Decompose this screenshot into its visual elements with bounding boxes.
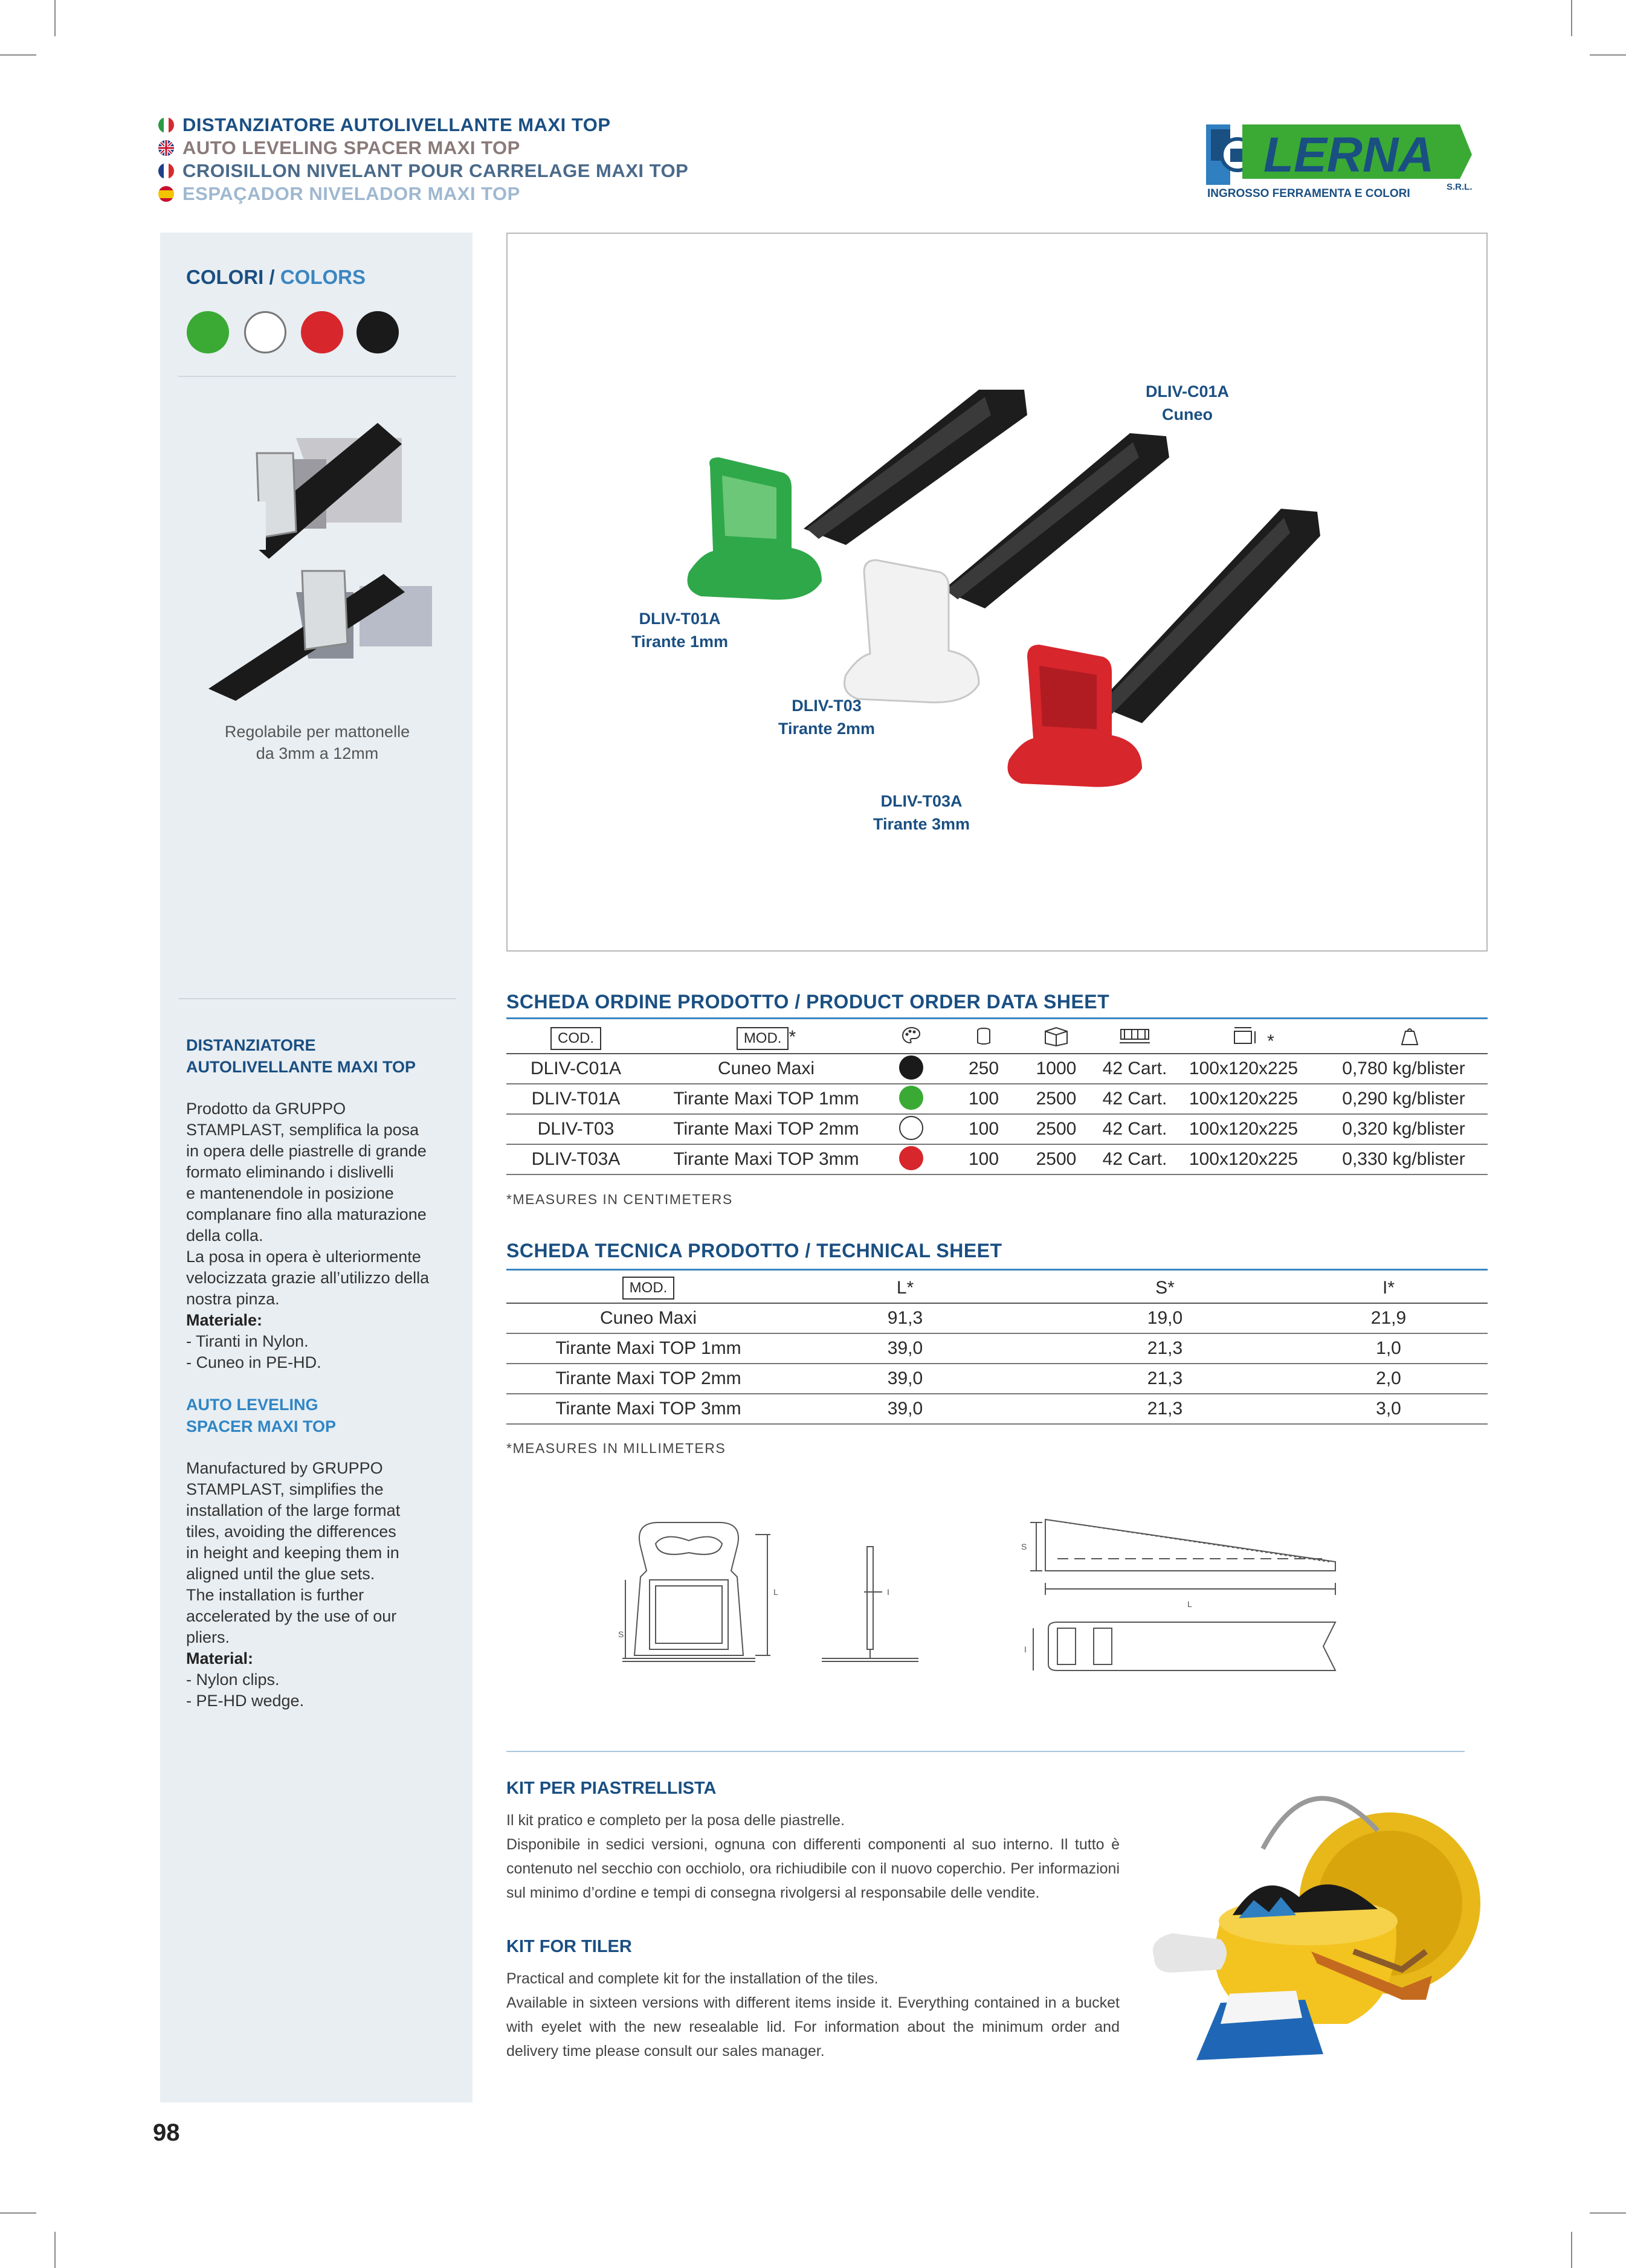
tech-header-i: I* — [1382, 1278, 1395, 1298]
en-desc-line: installation of the large format — [186, 1501, 401, 1519]
tech-sheet-note: *MEASURES IN MILLIMETERS — [506, 1440, 726, 1456]
colors-label-it: COLORI / — [186, 266, 275, 288]
order-cell-mod: Cuneo Maxi — [717, 1058, 815, 1078]
order-cell-blister-qty: 250 — [968, 1058, 999, 1078]
en-material-line: - Nylon clips. — [186, 1670, 280, 1689]
drawing-label-s: S — [618, 1629, 624, 1639]
drawing-label-l: L — [1187, 1599, 1192, 1609]
drawing-label-l: L — [773, 1587, 778, 1597]
callout-code: DLIV-C01A — [1145, 382, 1230, 401]
sidebar-en-heading-2: SPACER MAXI TOP — [186, 1417, 337, 1435]
kit-en-title: KIT FOR TILER — [506, 1937, 632, 1956]
color-swatch-red — [301, 311, 343, 353]
en-desc-line: accelerated by the use of our — [186, 1607, 397, 1625]
pallet-icon — [1114, 1026, 1156, 1051]
order-cell-carton-qty: 2500 — [1036, 1119, 1077, 1139]
sidebar-en-heading-1: AUTO LEVELING — [186, 1396, 318, 1414]
header-mod-asterisk: * — [789, 1027, 796, 1047]
it-desc-line: e mantenendole in posizione — [186, 1184, 394, 1202]
carton-icon — [1038, 1025, 1074, 1052]
tech-cell-i: 21,9 — [1370, 1308, 1407, 1328]
order-cell-color — [896, 1053, 926, 1084]
en-material-line: - PE-HD wedge. — [186, 1692, 305, 1710]
order-cell-cod: DLIV-T03 — [537, 1119, 615, 1139]
order-cell-weight: 0,780 kg/blister — [1342, 1058, 1465, 1078]
tech-cell-i: 3,0 — [1376, 1399, 1401, 1419]
sidebar-divider — [178, 998, 456, 999]
logo-tagline: INGROSSO FERRAMENTA E COLORI — [1207, 187, 1410, 197]
order-cell-dimensions: 100x120x225 — [1189, 1119, 1299, 1139]
callout-code: DLIV-T03A — [880, 792, 963, 810]
en-desc-line: Manufactured by GRUPPO — [186, 1459, 383, 1477]
tech-cell-s: 21,3 — [1147, 1368, 1183, 1388]
color-dot — [899, 1086, 923, 1110]
it-desc-line: formato eliminando i dislivelli — [186, 1163, 394, 1181]
crop-mark — [54, 2232, 56, 2268]
order-cell-dimensions: 100x120x225 — [1189, 1058, 1299, 1078]
tech-header-l: L* — [896, 1278, 914, 1298]
tech-header-mod: MOD. — [622, 1277, 675, 1300]
it-desc-line: La posa in opera è ulteriormente — [186, 1248, 421, 1266]
crop-mark — [1571, 2232, 1572, 2268]
en-desc-line: tiles, avoiding the differences — [186, 1522, 396, 1541]
italy-flag-icon — [158, 117, 174, 133]
order-cell-mod: Tirante Maxi TOP 3mm — [673, 1149, 859, 1169]
drawing-label-i: I — [1024, 1645, 1027, 1654]
callout-t03a — [846, 790, 997, 836]
tech-table-row — [506, 1304, 1488, 1334]
callout-name: Tirante 3mm — [873, 815, 970, 833]
adjustable-line-1: Regolabile per mattonelle — [224, 723, 410, 741]
order-sheet-title: SCHEDA ORDINE PRODOTTO / PRODUCT ORDER DATA SHEET — [506, 991, 1110, 1013]
crop-mark — [0, 2212, 36, 2214]
tech-header-s: S* — [1155, 1278, 1175, 1298]
order-cell-cod: DLIV-T03A — [531, 1149, 621, 1169]
adjustable-note — [181, 721, 453, 764]
color-swatch-green — [187, 311, 229, 353]
header-dim-asterisk: * — [1267, 1031, 1274, 1051]
tech-table-row — [506, 1394, 1488, 1425]
it-material-label: Materiale: — [186, 1311, 263, 1329]
colors-heading — [186, 266, 366, 289]
it-desc-line: in opera delle piastrelle di grande — [186, 1142, 427, 1160]
callout-name: Tirante 1mm — [631, 633, 729, 651]
kit-rule — [506, 1751, 1465, 1752]
technical-drawings — [598, 1504, 1353, 1686]
callout-c01a — [1112, 380, 1263, 426]
title-it-text: DISTANZIATORE AUTOLIVELLANTE MAXI TOP — [182, 114, 611, 135]
order-cell-blister-qty: 100 — [968, 1119, 999, 1139]
tech-cell-mod: Tirante Maxi TOP 2mm — [555, 1368, 741, 1388]
callout-t01a — [604, 607, 755, 653]
tech-sheet-title: SCHEDA TECNICA PRODOTTO / TECHNICAL SHEET — [506, 1240, 1002, 1261]
order-sheet-note: *MEASURES IN CENTIMETERS — [506, 1191, 733, 1207]
tech-cell-l: 39,0 — [887, 1338, 923, 1358]
title-french — [158, 159, 688, 182]
order-cell-mod: Tirante Maxi TOP 2mm — [673, 1119, 859, 1139]
order-cell-color — [896, 1144, 926, 1175]
order-cell-cod: DLIV-C01A — [530, 1058, 622, 1078]
sidebar-it-description — [186, 1098, 458, 1373]
order-table-row — [506, 1115, 1488, 1145]
it-desc-line: velocizzata grazie all’utilizzo della — [186, 1269, 430, 1287]
title-block — [158, 114, 688, 205]
logo-wordmark: LERNA — [1263, 127, 1434, 182]
order-table-row — [506, 1084, 1488, 1115]
drawing-label-i: I — [887, 1587, 889, 1597]
crop-mark — [0, 54, 36, 56]
callout-code: DLIV-T03 — [792, 697, 862, 715]
order-sheet-rule — [506, 1017, 1488, 1019]
order-table-header — [506, 1024, 1488, 1054]
sidebar-it-heading-1: DISTANZIATORE — [186, 1036, 316, 1054]
order-cell-carton-qty: 1000 — [1036, 1058, 1077, 1078]
adjustable-line-2: da 3mm a 12mm — [256, 744, 379, 762]
order-cell-color — [896, 1083, 926, 1115]
title-fr-text: CROISILLON NIVELANT POUR CARRELAGE MAXI TOP — [182, 160, 689, 181]
it-desc-line: Prodotto da GRUPPO — [186, 1100, 346, 1118]
tiler-kit-photo — [1148, 1770, 1486, 2084]
tech-table-header — [506, 1274, 1488, 1304]
header-cod: COD. — [550, 1027, 601, 1050]
color-dot — [899, 1055, 923, 1080]
it-desc-line: complanare fino alla maturazione — [186, 1205, 427, 1223]
kit-en-text — [506, 1967, 1120, 2063]
colors-label-en: COLORS — [280, 266, 366, 288]
product-photo-frame — [506, 233, 1488, 952]
kit-en-p1: Practical and complete kit for the installation of the tiles. — [506, 1970, 879, 1987]
tech-cell-s: 21,3 — [1147, 1338, 1183, 1358]
sidebar-divider — [178, 376, 456, 377]
sidebar-en-heading — [186, 1394, 336, 1437]
color-swatch-black — [356, 311, 399, 353]
tech-table-row — [506, 1334, 1488, 1364]
kit-it-text — [506, 1808, 1120, 1905]
tech-cell-i: 1,0 — [1376, 1338, 1401, 1358]
order-cell-weight: 0,290 kg/blister — [1342, 1089, 1465, 1109]
tech-cell-mod: Cuneo Maxi — [599, 1308, 697, 1328]
page-number: 98 — [153, 2119, 180, 2146]
order-table-row — [506, 1145, 1488, 1175]
title-spanish — [158, 182, 688, 205]
color-dot — [899, 1116, 923, 1140]
title-es-text: ESPAÇADOR NIVELADOR MAXI TOP — [182, 183, 520, 204]
en-desc-line: in height and keeping them in — [186, 1544, 399, 1562]
logo-srl: S.R.L. — [1447, 182, 1473, 192]
color-dot — [899, 1146, 923, 1170]
title-english — [158, 137, 688, 159]
en-desc-line: aligned until the glue sets. — [186, 1565, 375, 1583]
spain-flag-icon — [158, 186, 174, 202]
tech-cell-s: 19,0 — [1147, 1308, 1183, 1328]
crop-mark — [1590, 2212, 1626, 2214]
order-cell-carton-qty: 2500 — [1036, 1089, 1077, 1109]
title-en-text: AUTO LEVELING SPACER MAXI TOP — [182, 137, 520, 158]
drawing-label-s: S — [1021, 1542, 1027, 1551]
it-material-line: - Cuneo in PE-HD. — [186, 1353, 321, 1371]
tech-cell-l: 39,0 — [887, 1399, 923, 1419]
header-mod: MOD. — [737, 1027, 789, 1050]
dimensions-icon — [1219, 1025, 1286, 1052]
tech-cell-mod: Tirante Maxi TOP 3mm — [555, 1399, 741, 1419]
it-desc-line: STAMPLAST, semplifica la posa — [186, 1121, 419, 1139]
kit-it-p1: Il kit pratico e completo per la posa delle piastrelle. — [506, 1812, 845, 1829]
en-desc-line: The installation is further — [186, 1586, 364, 1604]
it-desc-line: nostra pinza. — [186, 1290, 280, 1308]
callout-code: DLIV-T01A — [639, 610, 721, 628]
order-cell-blister-qty: 100 — [968, 1089, 999, 1109]
order-cell-dimensions: 100x120x225 — [1189, 1149, 1299, 1169]
title-italian — [158, 114, 688, 137]
sidebar-it-heading-2: AUTOLIVELLANTE MAXI TOP — [186, 1058, 416, 1076]
tech-cell-l: 91,3 — [887, 1308, 923, 1328]
order-cell-cod: DLIV-T01A — [531, 1089, 621, 1109]
weight-icon — [1389, 1025, 1431, 1052]
order-cell-dimensions: 100x120x225 — [1189, 1089, 1299, 1109]
crop-mark — [54, 0, 56, 36]
order-cell-blister-qty: 100 — [968, 1149, 999, 1169]
lerna-logo — [1206, 118, 1478, 197]
order-cell-weight: 0,320 kg/blister — [1342, 1119, 1465, 1139]
it-desc-line: della colla. — [186, 1226, 263, 1245]
blister-icon — [969, 1026, 999, 1051]
kit-en-p2: Available in sixteen versions with different items inside it. Everything contained in a bucket with eyelet with the new resealable lid. For information about the minimum order and delivery time please consult our sales manager. — [506, 1994, 1120, 2060]
crop-mark — [1571, 0, 1572, 36]
callout-name: Cuneo — [1162, 405, 1213, 424]
callout-t03 — [751, 694, 902, 740]
tech-cell-l: 39,0 — [887, 1368, 923, 1388]
spacer-illustration — [199, 411, 447, 713]
kit-it-title: KIT PER PIASTRELLISTA — [506, 1779, 717, 1798]
order-cell-color — [896, 1113, 926, 1145]
palette-icon — [896, 1026, 926, 1051]
order-cell-pallet: 42 Cart. — [1102, 1058, 1167, 1078]
order-cell-pallet: 42 Cart. — [1102, 1089, 1167, 1109]
tech-cell-mod: Tirante Maxi TOP 1mm — [555, 1338, 741, 1358]
crop-mark — [1590, 54, 1626, 56]
tech-table-row — [506, 1364, 1488, 1394]
uk-flag-icon — [158, 140, 174, 156]
sidebar-en-description — [186, 1458, 458, 1712]
tech-sheet-rule — [506, 1269, 1488, 1271]
order-cell-pallet: 42 Cart. — [1102, 1149, 1167, 1169]
france-flag-icon — [158, 163, 174, 179]
tech-cell-s: 21,3 — [1147, 1399, 1183, 1419]
it-material-line: - Tiranti in Nylon. — [186, 1332, 309, 1350]
order-cell-mod: Tirante Maxi TOP 1mm — [673, 1089, 859, 1109]
callout-name: Tirante 2mm — [778, 720, 876, 738]
kit-it-p2: Disponibile in sedici versioni, ognuna con differenti componenti al suo interno. Il tutto è contenuto nel secchio con occhiolo, ora richiudibile con il nuovo coperchio. Per informazioni sul minimo d’ordine e tempi di consegna rivolgersi al responsabile delle vendite. — [506, 1836, 1120, 1901]
product-photo — [508, 234, 1486, 950]
order-table-row — [506, 1054, 1488, 1084]
order-cell-weight: 0,330 kg/blister — [1342, 1149, 1465, 1169]
en-material-label: Material: — [186, 1649, 254, 1667]
color-swatch-white — [244, 311, 286, 353]
order-cell-carton-qty: 2500 — [1036, 1149, 1077, 1169]
order-cell-pallet: 42 Cart. — [1102, 1119, 1167, 1139]
en-desc-line: STAMPLAST, simplifies the — [186, 1480, 384, 1498]
tech-cell-i: 2,0 — [1376, 1368, 1401, 1388]
sidebar-it-heading — [186, 1034, 416, 1078]
en-desc-line: pliers. — [186, 1628, 230, 1646]
